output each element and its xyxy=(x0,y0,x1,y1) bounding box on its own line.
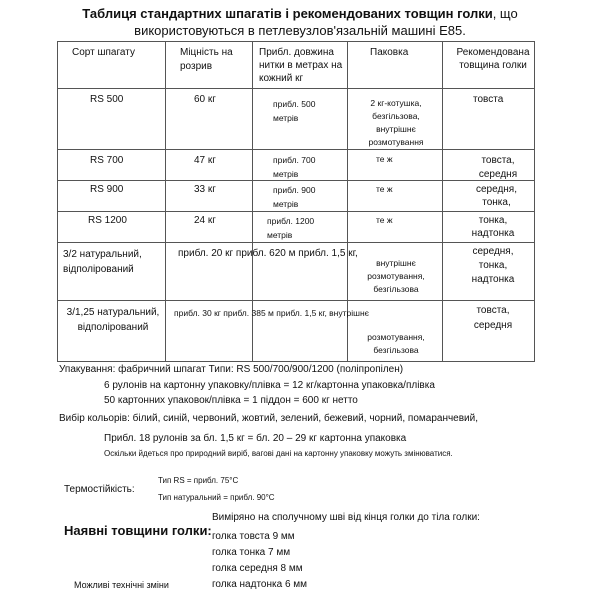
header-cell: Сорт шпагату xyxy=(58,42,166,89)
grade-cell: RS 900 xyxy=(90,184,124,195)
strength-cell: 47 кг xyxy=(194,155,216,166)
twine-table xyxy=(57,41,535,362)
page-title xyxy=(0,5,600,39)
packing-cell: те ж xyxy=(376,184,393,194)
needle-cell: середня, тонка, надтонка xyxy=(471,246,515,285)
strength-cell: прибл. 20 кг прибл. 620 м прибл. 1,5 кг, xyxy=(178,248,358,259)
grade-cell: RS 500 xyxy=(90,94,124,105)
packing-cell: розмотування, безгільзова xyxy=(367,332,425,355)
natural-line-1: Прибл. 18 рулонів за бл. 1,5 кг = бл. 20 – 29 кг картонна упаковка xyxy=(104,433,407,444)
needle-size-item: голка надтонка 6 мм xyxy=(212,579,308,590)
thermo-natural: Тип натуральний = прибл. 90°C xyxy=(158,493,275,502)
header-cell: Прибл. довжина нитки в метрах на кожний кг xyxy=(253,42,348,89)
needles-heading: Наявні товщини голки: xyxy=(64,523,212,538)
length-cell: прибл. 700 метрів xyxy=(273,155,316,179)
packing-cell: те ж xyxy=(376,154,393,164)
header-cell: Міцність на розрив xyxy=(166,42,253,89)
strength-cell: 24 кг xyxy=(194,215,216,226)
table-header-row xyxy=(58,42,535,89)
technical-changes-note: Можливі технічні зміни xyxy=(74,580,169,590)
thermo-label: Термостійкість: xyxy=(64,484,135,495)
needle-cell: товста xyxy=(473,94,504,105)
strength-cell: 60 кг xyxy=(194,94,216,105)
strength-cell: 33 кг xyxy=(194,184,216,195)
needle-cell: товста, середня xyxy=(473,305,513,331)
packing-cell: те ж xyxy=(376,215,393,225)
needle-cell: тонка, надтонка xyxy=(471,215,515,239)
packaging-line-1: Упакування: фабричний шпагат Типи: RS 500/700/900/1200 (поліпропілен) xyxy=(59,364,404,375)
title-rest: , що xyxy=(492,6,518,21)
length-cell: прибл. 500 метрів xyxy=(273,99,316,123)
needle-cell: середня, тонка, xyxy=(475,184,517,208)
title-bold: Таблиця стандартних шпагатів і рекомендованих товщин голки xyxy=(82,6,493,21)
needle-size-item: голка товста 9 мм xyxy=(212,531,295,542)
length-cell: прибл. 1200 метрів xyxy=(267,216,315,240)
grade-cell: 3/1,25 натуральний, відполірований xyxy=(66,307,160,333)
packaging-line-3: 50 картонних упаковок/плівка = 1 піддон = 600 кг нетто xyxy=(104,395,358,406)
table-row xyxy=(58,243,535,301)
needles-measured: Виміряно на сполучному шві від кінця голки до тіла голки: xyxy=(212,512,480,523)
header-cell: Рекомендована товщина голки xyxy=(443,42,535,89)
table-row xyxy=(58,212,535,243)
thermo-rs: Тип RS = прибл. 75°C xyxy=(158,476,239,485)
header-cell: Паковка xyxy=(348,42,443,89)
table-row xyxy=(58,301,535,362)
grade-cell: RS 1200 xyxy=(88,215,127,226)
table-row xyxy=(58,89,535,150)
grade-cell: RS 700 xyxy=(90,155,124,166)
length-cell: прибл. 900 метрів xyxy=(273,185,316,209)
strength-cell: прибл. 30 кг прибл. 385 м прибл. 1,5 кг, внутрішнє xyxy=(174,308,369,318)
title-line2: використовуються в петлевузлов'язальній машині E85. xyxy=(134,23,466,38)
needle-size-item: голка середня 8 мм xyxy=(212,563,303,574)
table-row xyxy=(58,150,535,181)
packing-cell: внутрішнє розмотування, безгільзова xyxy=(367,258,425,294)
needle-cell: товста, середня xyxy=(478,155,518,180)
table-row xyxy=(58,181,535,212)
natural-line-2: Оскільки йдеться про природний виріб, вагові дані на картонну упаковку можуть змінюватися. xyxy=(104,449,453,458)
grade-cell: 3/2 натуральний, відполірований xyxy=(63,249,142,275)
needle-size-item: голка тонка 7 мм xyxy=(212,547,291,558)
packing-cell: 2 кг-котушка, безгільзова, внутрішнє розмотування xyxy=(368,98,424,147)
colors-line: Вибір кольорів: білий, синій, червоний, жовтий, зелений, бежевий, чорний, помаранчевий, xyxy=(59,413,478,424)
packaging-line-2: 6 рулонів на картонну упаковку/плівка = 12 кг/картонна упаковка/плівка xyxy=(104,380,435,391)
